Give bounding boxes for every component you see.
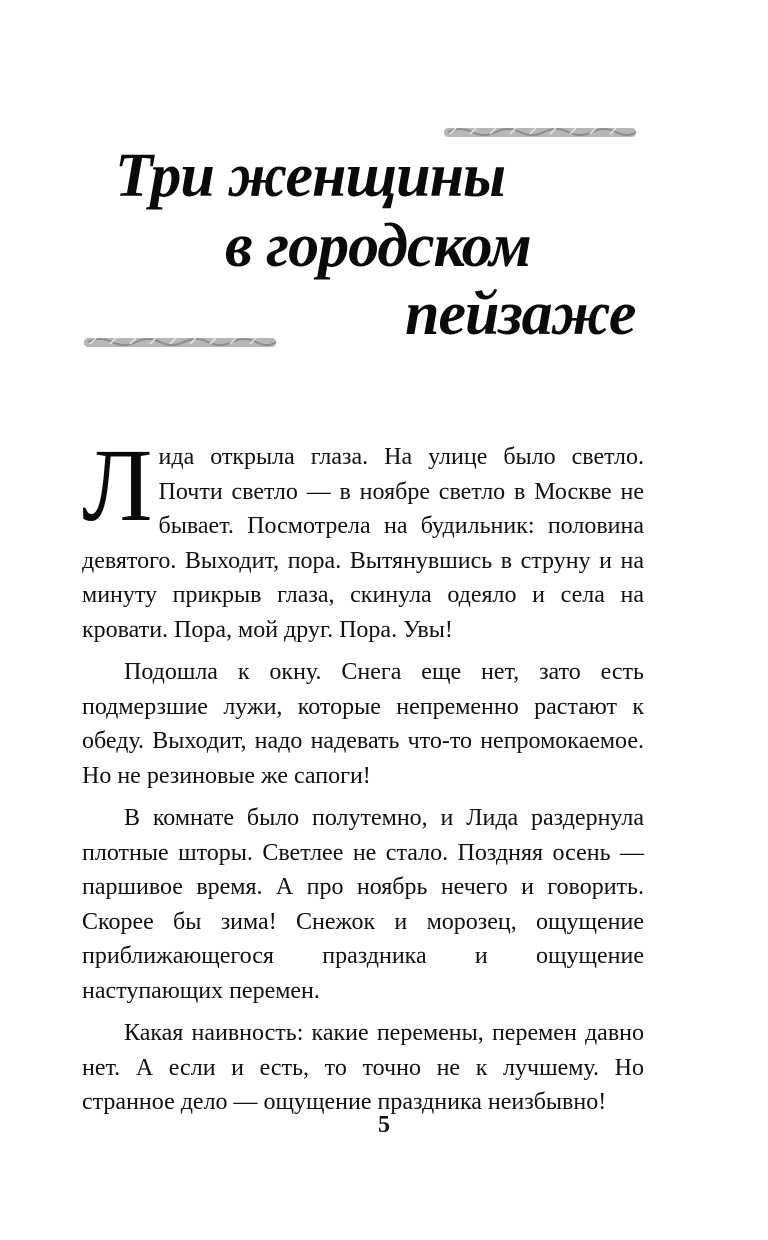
paragraph-4: Какая наивность: какие перемены, перемен давно нет. А если и есть, то точно не к лучшему. Но странное дело — ощущение праздника неизбывно!	[82, 1020, 644, 1115]
chapter-title-line-3: пейзаже	[405, 280, 636, 348]
chapter-title-line-1: Три женщины	[115, 142, 506, 210]
decorative-ornament-bottom	[80, 332, 280, 352]
chapter-title-line-2: в городском	[225, 212, 531, 280]
drop-cap: Л	[82, 428, 153, 543]
decorative-ornament-top	[440, 122, 640, 142]
paragraph-3: В комнате было полутемно, и Лида раздернула плотные шторы. Светлее не стало. Поздняя осень — паршивое время. А про ноябрь нечего и говорить. Скорее бы зима! Снежок и морозец, ощущение приближающегося праздника и ощущение наступающих перемен.	[82, 805, 644, 1004]
paragraph-2: Подошла к окну. Снега еще нет, зато есть подмерзшие лужи, которые непременно растают к обеду. Выходит, надо надевать что-то непромокаемое. Но не резиновые же сапоги!	[82, 659, 644, 789]
body-text	[82, 428, 644, 1120]
page-number: 5	[378, 1112, 390, 1138]
paragraph-1-text: ида открыла глаза. На улице было светло. Почти светло — в ноябре светло в Москве не бывает. Посмотрела на будильник: половина девятого. Выходит, пора. Вытянувшись в струну и на минуту прикрыв глаза, скинула одеяло и села на кровати. Пора, мой друг. Пора. Увы!	[82, 444, 644, 643]
paragraph-1	[82, 428, 644, 647]
